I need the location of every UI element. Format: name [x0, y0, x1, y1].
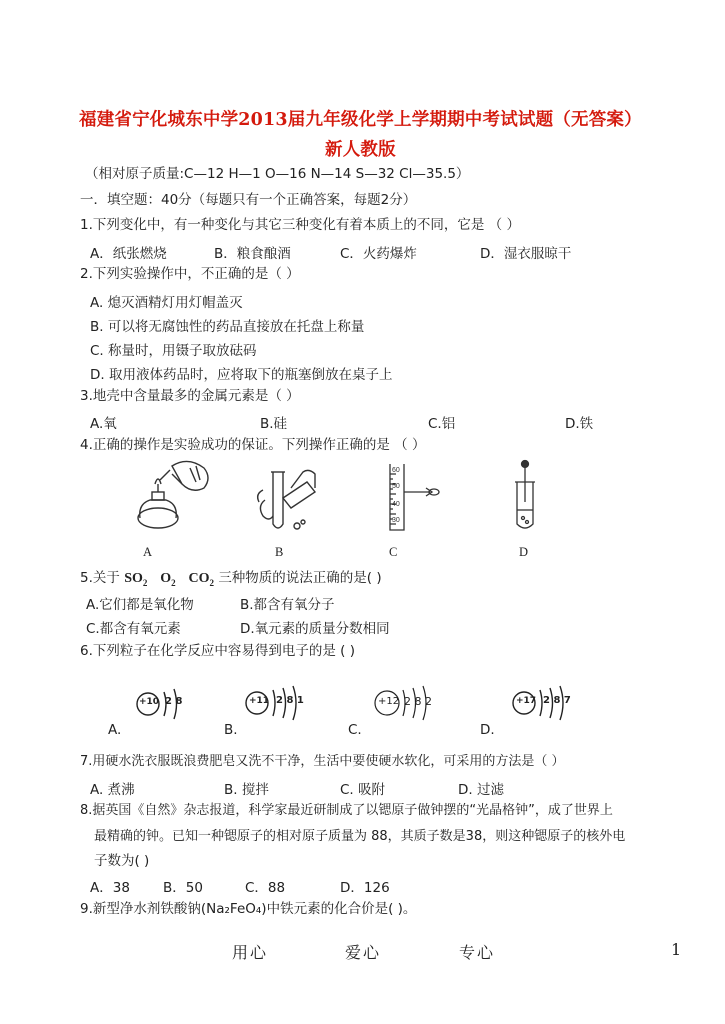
question-2-option: A. 熄灭酒精灯用灯帽盖灭 [90, 295, 243, 311]
question-5-option: B.都含有氧分子 [240, 597, 335, 613]
question-3-stem: 3.地壳中含量最多的金属元素是（ ） [80, 388, 300, 404]
question-1-option: B．粮食酿酒 [214, 246, 291, 262]
figure-c-graduated-cylinder-image [370, 462, 450, 534]
species-so2: $SO_2$ [124, 571, 148, 588]
footer-motto: 专心 [459, 943, 496, 962]
question-8-line3: 子数为( ) [94, 853, 150, 869]
scale-tick: 50 [392, 483, 400, 490]
question-2-option: B. 可以将无腐蚀性的药品直接放在托盘上称量 [90, 319, 365, 335]
figure-d-label: D [519, 545, 529, 559]
species-o2: $O_2$ [160, 571, 176, 588]
question-3-option: B.硅 [260, 416, 288, 432]
question-1-option: A．纸张燃烧 [90, 246, 167, 262]
question-2-option: D. 取用液体药品时，应将取下的瓶塞倒放在桌子上 [90, 367, 393, 383]
figure-d-dropper-image [505, 458, 545, 534]
question-2-option: C. 称量时，用镊子取放砝码 [90, 343, 257, 359]
question-8-option: B．50 [163, 880, 203, 896]
atom-d-shells: 2 8 7 [543, 695, 571, 706]
page-number: 1 [671, 940, 684, 959]
question-5-option: C.都含有氧元素 [86, 621, 181, 637]
atom-b-nucleus: +11 [249, 696, 270, 706]
question-8-option: C．88 [245, 880, 286, 896]
question-7-option: B. 搅拌 [224, 782, 269, 798]
figure-a-label: A [143, 545, 153, 559]
question-2-stem: 2.下列实验操作中，不正确的是（ ） [80, 266, 300, 282]
atom-a-nucleus: +10 [139, 697, 160, 707]
atom-d-label: D. [480, 722, 495, 738]
footer-motto: 用心 [232, 943, 269, 962]
atom-a-label: A. [108, 722, 122, 738]
atom-c-shells: 2 8 2 [404, 695, 432, 708]
question-3-option: D.铁 [565, 416, 594, 432]
question-5-prefix: 5.关于 [80, 570, 120, 586]
question-1-option: C．火药爆炸 [340, 246, 417, 262]
atom-a-shells: 2 8 [165, 696, 183, 707]
question-5-option: A.它们都是氧化物 [86, 597, 194, 613]
scale-tick: 30 [392, 517, 400, 524]
figure-c-label: C [389, 545, 398, 559]
scale-tick: 60 [392, 467, 400, 474]
scale-tick: 40 [392, 501, 400, 508]
document-title: 福建省宁化城东中学2013届九年级化学上学期期中考试试题（无答案） [79, 110, 642, 130]
atom-b-shells: 2 8 1 [276, 695, 304, 706]
question-9-stem: 9.新型净水剂铁酸钠(Na₂FeO₄)中铁元素的化合价是( )。 [80, 901, 417, 917]
question-7-option: D. 过滤 [458, 782, 504, 798]
question-5-stem [80, 568, 382, 593]
question-1-stem: 1.下列变化中，有一种变化与其它三种变化有着本质上的不同，它是 （ ） [80, 217, 520, 233]
question-8-line1: 8.据英国《自然》杂志报道，科学家最近研制成了以锶原子做钟摆的“光晶格钟”，成了世界上 [80, 803, 613, 818]
footer-motto: 爱心 [345, 943, 382, 962]
atom-c-nucleus: +12 [378, 696, 400, 707]
figure-a-alcohol-lamp-image [130, 460, 220, 535]
question-8-option: A．38 [90, 880, 130, 896]
question-6-stem: 6.下列粒子在化学反应中容易得到电子的是 ( ) [80, 643, 355, 659]
atom-c-label: C. [348, 722, 362, 738]
question-4-stem: 4.正确的操作是实验成功的保证。下列操作正确的是 （ ） [80, 437, 426, 453]
section-heading: 一．填空题：40分（每题只有一个正确答案，每题2分） [80, 192, 417, 208]
species-co2: $CO_2$ [188, 571, 215, 588]
question-7-option: C. 吸附 [340, 782, 386, 798]
question-5-suffix: 三种物质的说法正确的是( ) [218, 570, 382, 586]
question-5-option: D.氧元素的质量分数相同 [240, 621, 390, 637]
figure-b-label: B [275, 545, 284, 559]
question-7-stem: 7.用硬水洗衣服既浪费肥皂又洗不干净，生活中要使硬水软化，可采用的方法是（ ） [80, 754, 565, 769]
question-7-option: A. 煮沸 [90, 782, 135, 798]
question-3-option: C.铝 [428, 416, 456, 432]
atomic-mass-note: （相对原子质量:C—12 H—1 O—16 N—14 S—32 Cl—35.5） [85, 166, 470, 182]
question-8-option: D．126 [340, 880, 390, 896]
figure-b-test-tube-image [245, 458, 325, 536]
atom-d-nucleus: +17 [516, 696, 537, 706]
question-8-line2: 最精确的钟。已知一种锶原子的相对原子质量为 88，其质子数是38，则这种锶原子的核外电 [94, 829, 626, 844]
atom-b-label: B. [224, 722, 238, 738]
question-1-option: D．湿衣服晾干 [480, 246, 572, 262]
question-3-option: A.氧 [90, 416, 117, 432]
document-subtitle: 新人教版 [325, 140, 396, 160]
